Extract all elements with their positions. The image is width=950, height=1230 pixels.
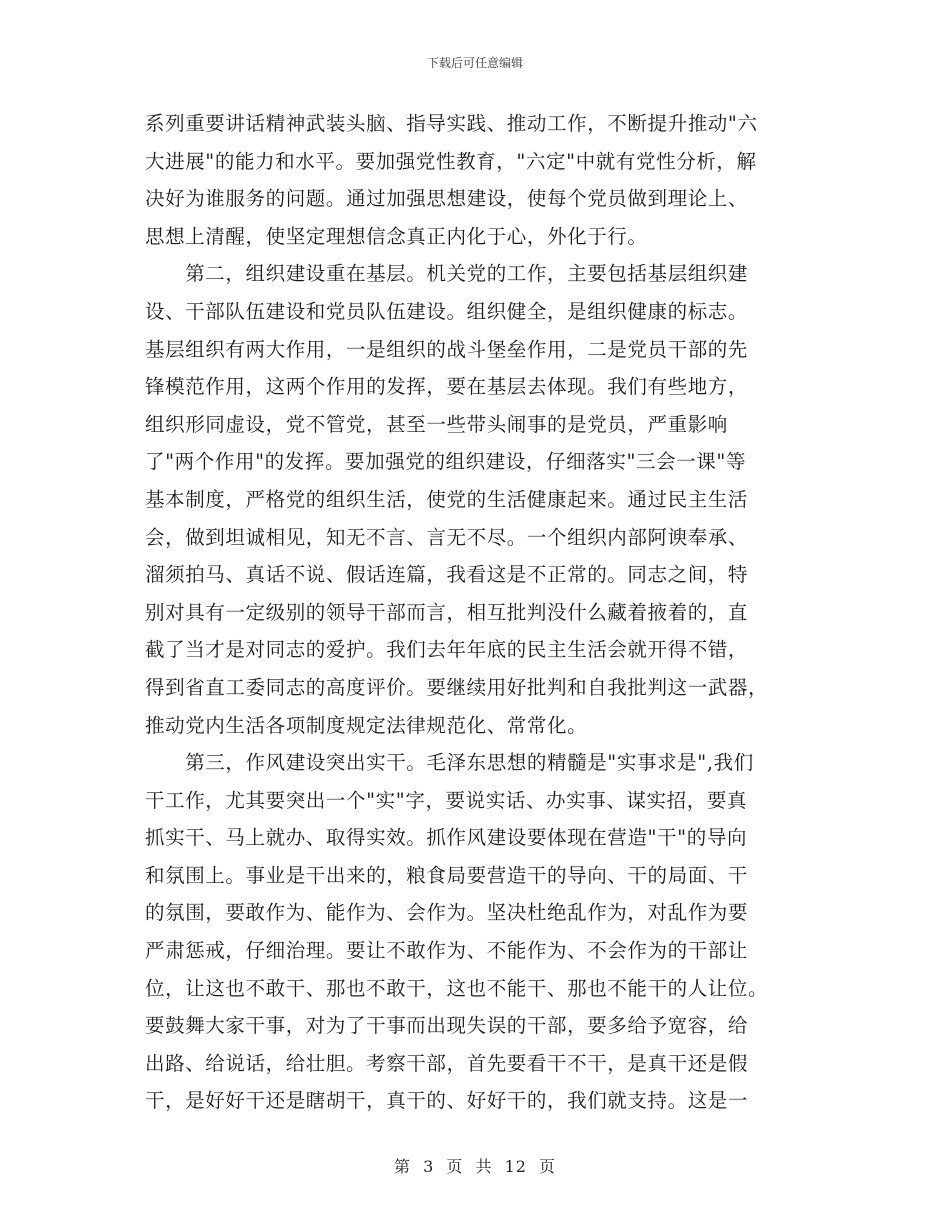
text-line: 干工作，尤其要突出一个"实"字，要说实话、办实事、谋实招，要真 [145,788,748,812]
text-line: 系列重要讲话精神武装头脑、指导实践、推动工作，不断提升推动"六 [145,112,758,135]
text-line: 第三，作风建设突出实干。毛泽东思想的精髓是"实事求是",我们 [145,751,754,775]
page-header: 下载后可任意编辑 [426,56,523,70]
footer-suffix: 页 [539,1157,557,1176]
text-line: 了"两个作用"的发挥。要加强党的组织建设，仔细落实"三会一课"等 [145,450,747,474]
text-line: 会，做到坦诚相见，知无不言、言无不尽。一个组织内部阿谀奉承、 [145,525,749,549]
footer-prefix: 第 [393,1157,411,1176]
text-line: 和氛围上。事业是干出来的，粮食局要营造干的导向、干的局面、干 [145,863,749,887]
text-line: 大进展"的能力和水平。要加强党性教育，"六定"中就有党性分析，解 [145,149,757,173]
text-line: 位，让这也不敢干、那也不敢干，这也不能干、那也不能干的人让位。 [145,976,769,1000]
text-line: 出路、给说话，给壮胆。考察干部，首先要看干不干，是真干还是假 [145,1051,749,1075]
text-line: 推动党内生活各项制度规定法律规范化、常常化。 [145,713,588,737]
page-footer [0,1154,950,1177]
text-line: 组织形同虚设，党不管党，甚至一些带头闹事的是党员，严重影响 [145,412,728,436]
text-line: 决好为谁服务的问题。通过加强思想建设，使每个党员做到理论上、 [145,187,749,211]
text-line: 得到省直工委同志的高度评价。要继续用好批判和自我批判这一武器， [145,675,769,699]
body-text [145,105,810,1120]
text-line: 的氛围，要敢作为、能作为、会作为。坚决杜绝乱作为，对乱作为要 [145,901,749,925]
text-line: 第二，组织建设重在基层。机关党的工作，主要包括基层组织建 [145,262,749,286]
text-line: 别对具有一定级别的领导干部而言，相互批判没什么藏着掖着的，直 [145,600,749,624]
total-page-number: 12 [504,1157,527,1176]
text-line: 严肃惩戒，仔细治理。要让不敢作为、不能作为、不会作为的干部让 [145,939,749,963]
text-line: 基本制度，严格党的组织生活，使党的生活健康起来。通过民主生活 [145,487,749,511]
current-page-number: 3 [423,1157,435,1176]
text-line: 截了当才是对同志的爱护。我们去年年底的民主生活会就开得不错， [145,638,749,662]
text-line: 要鼓舞大家干事，对为了干事而出现失误的干部，要多给予宽容，给 [145,1014,749,1038]
footer-page-word: 页 [446,1157,464,1176]
text-line: 基层组织有两大作用，一是组织的战斗堡垒作用，二是党员干部的先 [145,337,749,361]
text-line: 设、干部队伍建设和党员队伍建设。组织健全，是组织健康的标志。 [145,299,749,323]
text-line: 锋模范作用，这两个作用的发挥，要在基层去体现。我们有些地方， [145,375,749,399]
text-line: 干，是好好干还是瞎胡干，真干的、好好干的，我们就支持。这是一 [145,1089,749,1113]
text-line: 溜须拍马、真话不说、假话连篇，我看这是不正常的。同志之间，特 [145,563,749,587]
footer-total-word: 共 [475,1157,493,1176]
text-line: 思想上清醒，使坚定理想信念真正内化于心，外化于行。 [145,224,648,248]
text-line: 抓实干、马上就办、取得实效。抓作风建设要体现在营造"干"的导向 [145,826,748,850]
